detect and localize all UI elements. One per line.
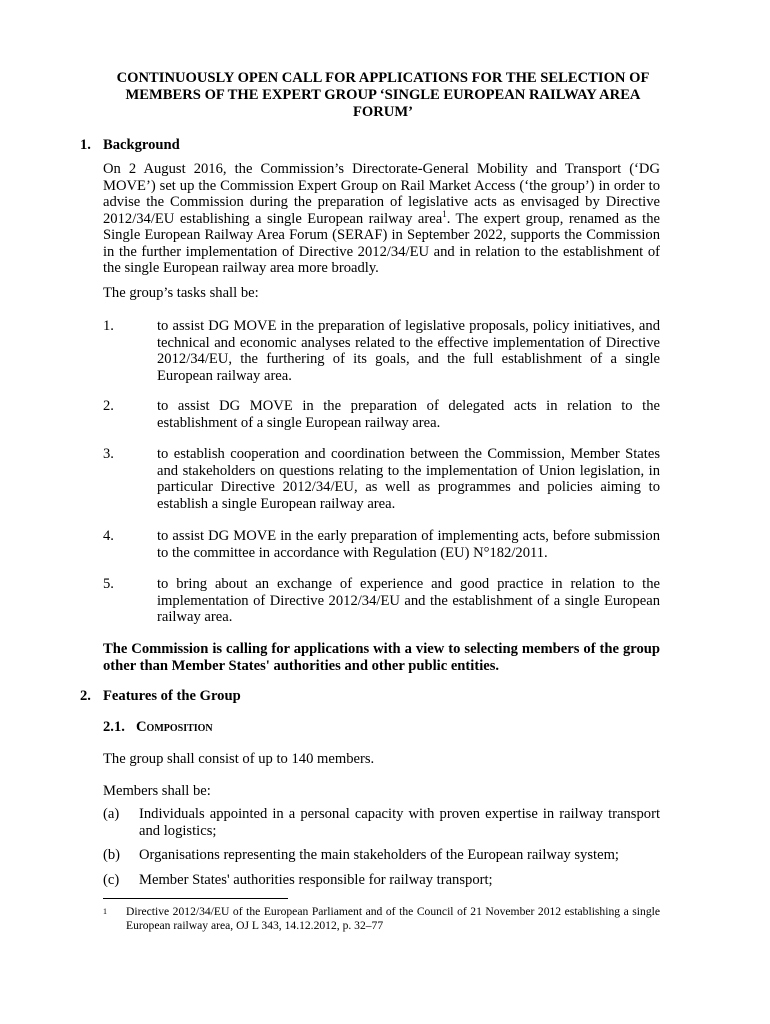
section-1-title: Background xyxy=(103,137,180,153)
background-text-part2: . The expert group, renamed as the Single European Railway Area Forum (SERAF) in September 2022, supports the Commission in the further implementation of Directive 2012/34/EU and in relation to the establishment of the single European railway area more broadly. xyxy=(103,210,660,276)
document-title: CONTINUOUSLY OPEN CALL FOR APPLICATIONS FOR THE SELECTION OF MEMBERS OF THE EXPERT GROUP ‘SINGLE EUROPEAN RAILWAY AREA FORUM’ xyxy=(116,70,650,120)
task-number: 5. xyxy=(103,576,114,592)
members-intro: Members shall be: xyxy=(103,783,211,799)
footnote-text: Directive 2012/34/EU of the European Parliament and of the Council of 21 November 2012 establishing a single European railway area, OJ L 343, 14.12.2012, p. 32–77 xyxy=(126,905,660,932)
task-number: 1. xyxy=(103,318,114,334)
footnote-number: 1 xyxy=(103,907,107,916)
section-2-title: Features of the Group xyxy=(103,688,241,704)
member-label: (c) xyxy=(103,872,120,888)
background-text-part1: On 2 August 2016, the Commission’s Directorate-General Mobility and Transport (‘DG MOVE’) set up the Commission Expert Group on Rail Market Access (‘the group’) in order to advise the Commission during the preparation of legislative acts as envisaged by Directive 2012/34/EU establishing a single European railway area xyxy=(103,161,660,227)
task-text: to assist DG MOVE in the early preparation of implementing acts, before submission to the committee in accordance with Regulation (EU) N°182/2011. xyxy=(157,528,660,561)
task-number: 2. xyxy=(103,398,114,414)
task-text: to assist DG MOVE in the preparation of legislative proposals, policy initiatives, and technical and economic analyses related to the effective implementation of Directive 2012/34/EU, the furthering of its goals, and the full establishment of a single European railway area. xyxy=(157,318,660,384)
member-label: (a) xyxy=(103,806,120,822)
member-text: Individuals appointed in a personal capacity with proven expertise in railway transport and logistics; xyxy=(139,806,660,839)
subsection-title: Composition xyxy=(136,719,213,735)
member-label: (b) xyxy=(103,847,121,863)
section-2-number: 2. xyxy=(80,688,91,704)
footnote-separator xyxy=(103,898,288,899)
task-number: 4. xyxy=(103,528,114,544)
task-text: to establish cooperation and coordination between the Commission, Member States and stakeholders on questions relating to the implementation of Union legislation, in particular Directive 2012/34/EU, as well as programmes and policies aiming to establish a single European railway area. xyxy=(157,446,660,512)
footnote-reference: 1 xyxy=(442,208,447,219)
tasks-intro: The group’s tasks shall be: xyxy=(103,285,259,301)
member-text: Member States' authorities responsible for railway transport; xyxy=(139,872,493,888)
section-1-number: 1. xyxy=(80,137,91,153)
member-text: Organisations representing the main stakeholders of the European railway system; xyxy=(139,847,619,863)
task-text: to assist DG MOVE in the preparation of delegated acts in relation to the establishment of a single European railway area. xyxy=(157,398,660,431)
task-text: to bring about an exchange of experience and good practice in relation to the implementation of Directive 2012/34/EU and the establishment of a single European railway area. xyxy=(157,576,660,625)
task-number: 3. xyxy=(103,446,114,462)
call-statement: The Commission is calling for applications with a view to selecting members of the group other than Member States' authorities and other public entities. xyxy=(103,641,660,674)
background-paragraph xyxy=(103,161,660,277)
group-size-text: The group shall consist of up to 140 members. xyxy=(103,751,375,767)
subsection-number: 2.1. xyxy=(103,719,125,735)
